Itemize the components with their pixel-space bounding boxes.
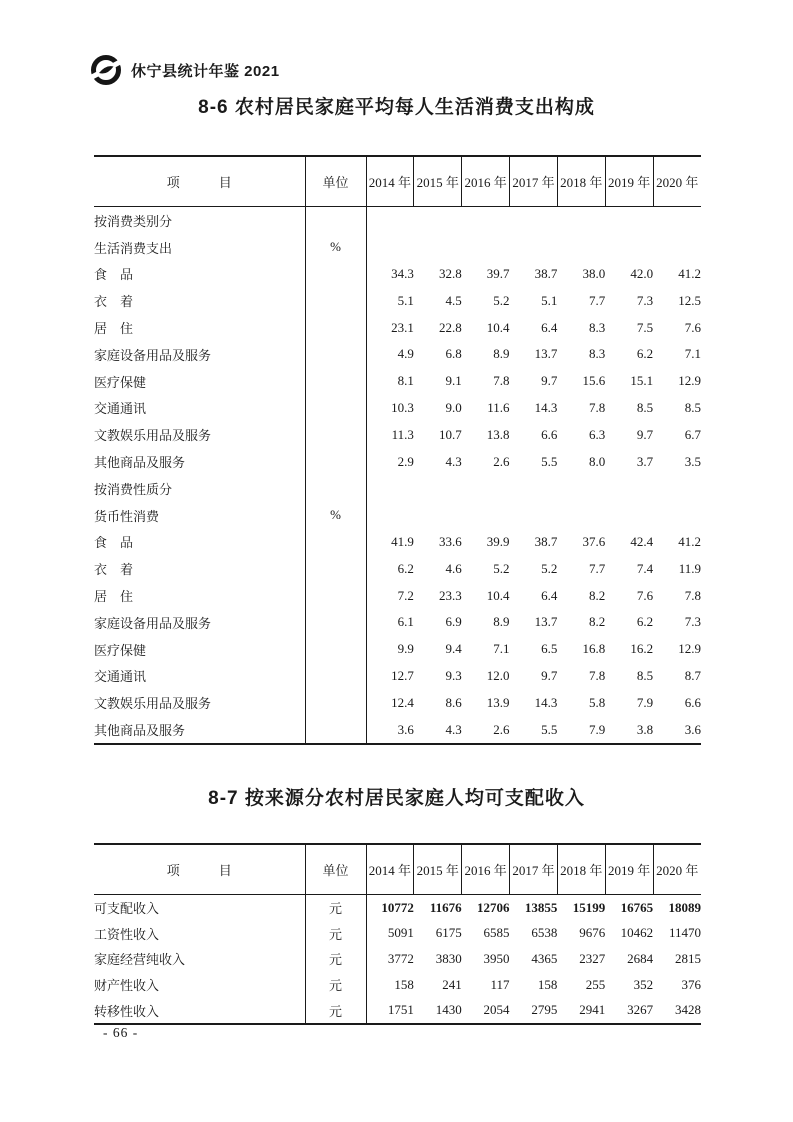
value-cell: 38.7 <box>534 533 558 549</box>
value-cell <box>366 234 414 261</box>
year-column-header: 2014 年 <box>366 844 414 895</box>
value-cell: 8.0 <box>588 453 606 469</box>
value-cell <box>653 502 701 529</box>
year-column-header: 2016 年 <box>462 156 510 207</box>
value-cell: 11676 <box>429 899 462 915</box>
value-cell: 10772 <box>381 899 414 915</box>
value-cell: 15199 <box>572 899 606 915</box>
item-cell: 生活消费支出 <box>94 234 305 261</box>
unit-cell <box>305 341 366 368</box>
year-column-header: 2015 年 <box>414 156 462 207</box>
item-cell: 食 品 <box>94 261 305 288</box>
value-cell: 42.4 <box>630 533 654 549</box>
value-cell: 16765 <box>620 899 654 915</box>
value-cell: 15.1 <box>630 373 654 389</box>
unit-cell <box>305 636 366 663</box>
value-cell: 9.7 <box>541 373 558 389</box>
value-cell: 10.4 <box>486 587 510 603</box>
year-column-header: 2019 年 <box>605 156 653 207</box>
value-cell: 11.6 <box>487 399 510 415</box>
unit-cell: % <box>305 502 366 529</box>
value-cell: 7.3 <box>684 614 701 630</box>
value-cell: 4365 <box>531 950 558 966</box>
item-cell: 衣 着 <box>94 555 305 582</box>
value-cell: 7.3 <box>636 292 654 308</box>
unit-column-header: 单位 <box>305 156 366 207</box>
item-cell: 财产性收入 <box>94 972 305 998</box>
item-cell: 按消费性质分 <box>94 475 305 502</box>
unit-column-header: 单位 <box>305 844 366 895</box>
value-cell: 1430 <box>435 1002 462 1018</box>
value-cell <box>462 234 510 261</box>
unit-cell <box>305 207 366 234</box>
year-column-header: 2017 年 <box>510 844 558 895</box>
item-column-header: 项 目 <box>94 844 305 895</box>
value-cell: 3267 <box>627 1002 654 1018</box>
year-column-header: 2020 年 <box>653 844 701 895</box>
unit-cell <box>305 448 366 475</box>
value-cell: 3428 <box>675 1002 701 1018</box>
item-cell: 文教娱乐用品及服务 <box>94 421 305 448</box>
unit-cell <box>305 475 366 502</box>
value-cell: 6175 <box>435 925 462 941</box>
table-row <box>94 261 701 288</box>
value-cell: 6.2 <box>397 560 414 576</box>
item-cell: 衣 着 <box>94 287 305 314</box>
yearbook-brand <box>90 54 280 86</box>
value-cell: 241 <box>442 976 462 992</box>
value-cell: 7.1 <box>684 346 701 362</box>
value-cell: 8.1 <box>397 373 414 389</box>
value-cell <box>414 502 462 529</box>
table-row <box>94 997 701 1024</box>
value-cell: 12.5 <box>678 292 701 308</box>
table-row <box>94 368 701 395</box>
item-cell: 文教娱乐用品及服务 <box>94 689 305 716</box>
year-column-header: 2018 年 <box>557 844 605 895</box>
item-cell: 医疗保健 <box>94 636 305 663</box>
unit-cell <box>305 609 366 636</box>
table-row <box>94 287 701 314</box>
value-cell: 7.9 <box>588 721 606 737</box>
table-row <box>94 448 701 475</box>
unit-cell <box>305 663 366 690</box>
table-8-7 <box>94 843 701 1025</box>
value-cell <box>557 502 605 529</box>
year-column-header: 2018 年 <box>557 156 605 207</box>
value-cell: 7.2 <box>397 587 414 603</box>
year-column-header: 2017 年 <box>510 156 558 207</box>
value-cell: 7.5 <box>636 319 654 335</box>
value-cell: 3.7 <box>636 453 654 469</box>
value-cell <box>557 475 605 502</box>
value-cell: 2.6 <box>493 453 510 469</box>
value-cell: 5.5 <box>541 453 558 469</box>
value-cell: 10.3 <box>391 399 414 415</box>
value-cell: 8.9 <box>493 614 510 630</box>
value-cell <box>510 207 558 234</box>
value-cell: 39.7 <box>486 265 510 281</box>
value-cell: 34.3 <box>391 265 414 281</box>
item-cell: 其他商品及服务 <box>94 716 305 744</box>
value-cell: 13855 <box>524 899 558 915</box>
unit-cell <box>305 368 366 395</box>
item-cell: 食 品 <box>94 529 305 556</box>
unit-cell: 元 <box>305 895 366 921</box>
value-cell: 352 <box>633 976 654 992</box>
item-cell: 交通通讯 <box>94 395 305 422</box>
table-8-6 <box>94 155 701 745</box>
value-cell: 8.7 <box>684 667 701 683</box>
value-cell <box>653 234 701 261</box>
value-cell: 3830 <box>435 950 462 966</box>
value-cell: 23.3 <box>438 587 462 603</box>
value-cell: 5.8 <box>588 694 606 710</box>
value-cell: 4.3 <box>445 721 462 737</box>
value-cell: 9.1 <box>445 373 462 389</box>
item-cell: 交通通讯 <box>94 663 305 690</box>
value-cell: 8.3 <box>588 346 606 362</box>
value-cell: 2815 <box>675 950 701 966</box>
value-cell: 9.0 <box>445 399 462 415</box>
value-cell: 3772 <box>387 950 414 966</box>
unit-cell <box>305 395 366 422</box>
value-cell: 9676 <box>579 925 606 941</box>
item-cell: 按消费类别分 <box>94 207 305 234</box>
table-row <box>94 663 701 690</box>
item-cell: 医疗保健 <box>94 368 305 395</box>
table-row <box>94 582 701 609</box>
value-cell: 9.3 <box>445 667 462 683</box>
item-cell: 其他商品及服务 <box>94 448 305 475</box>
value-cell: 4.3 <box>445 453 462 469</box>
value-cell <box>462 475 510 502</box>
value-cell: 12.9 <box>678 373 701 389</box>
unit-cell: 元 <box>305 946 366 972</box>
value-cell: 7.6 <box>684 319 701 335</box>
value-cell: 38.7 <box>534 265 558 281</box>
value-cell: 16.2 <box>630 641 654 657</box>
value-cell <box>653 207 701 234</box>
table-row <box>94 946 701 972</box>
value-cell: 255 <box>585 976 606 992</box>
value-cell: 7.8 <box>684 587 701 603</box>
year-column-header: 2019 年 <box>605 844 653 895</box>
unit-cell: 元 <box>305 997 366 1024</box>
value-cell: 5.1 <box>397 292 414 308</box>
item-cell: 转移性收入 <box>94 997 305 1024</box>
value-cell: 41.2 <box>678 265 701 281</box>
value-cell <box>605 502 653 529</box>
item-cell: 家庭设备用品及服务 <box>94 609 305 636</box>
table-8-6-container <box>94 155 701 745</box>
value-cell <box>605 207 653 234</box>
table-row <box>94 475 701 502</box>
item-cell: 家庭设备用品及服务 <box>94 341 305 368</box>
value-cell: 39.9 <box>486 533 510 549</box>
year-column-header: 2016 年 <box>462 844 510 895</box>
value-cell: 5.1 <box>541 292 558 308</box>
value-cell: 37.6 <box>582 533 606 549</box>
page-number: - 66 - <box>103 1025 139 1040</box>
value-cell: 6.9 <box>445 614 462 630</box>
value-cell: 10462 <box>620 925 654 941</box>
value-cell: 6.4 <box>541 319 558 335</box>
value-cell: 12.9 <box>678 641 701 657</box>
value-cell: 5.2 <box>493 292 510 308</box>
unit-cell <box>305 314 366 341</box>
value-cell: 8.2 <box>588 614 606 630</box>
header-row <box>94 156 701 207</box>
value-cell: 9.4 <box>445 641 462 657</box>
unit-cell <box>305 529 366 556</box>
value-cell: 16.8 <box>582 641 606 657</box>
value-cell: 5091 <box>387 925 414 941</box>
value-cell: 6.1 <box>397 614 414 630</box>
item-cell: 家庭经营纯收入 <box>94 946 305 972</box>
value-cell <box>653 475 701 502</box>
value-cell: 6.7 <box>684 426 701 442</box>
table-row <box>94 555 701 582</box>
value-cell: 7.1 <box>493 641 510 657</box>
value-cell: 7.8 <box>588 399 606 415</box>
value-cell: 3.6 <box>397 721 414 737</box>
value-cell: 7.4 <box>636 560 654 576</box>
value-cell: 41.2 <box>678 533 701 549</box>
value-cell: 3.8 <box>636 721 654 737</box>
yearbook-logo-icon <box>90 54 122 86</box>
value-cell <box>510 234 558 261</box>
value-cell <box>462 207 510 234</box>
value-cell: 7.8 <box>588 667 606 683</box>
value-cell: 4.5 <box>445 292 462 308</box>
table-row <box>94 972 701 998</box>
value-cell: 6.2 <box>636 346 654 362</box>
value-cell: 33.6 <box>438 533 462 549</box>
table-row <box>94 895 701 921</box>
table-row <box>94 921 701 947</box>
value-cell: 38.0 <box>582 265 606 281</box>
value-cell: 12.0 <box>486 667 510 683</box>
unit-cell <box>305 555 366 582</box>
value-cell: 2.6 <box>493 721 510 737</box>
table-row <box>94 421 701 448</box>
value-cell: 2795 <box>531 1002 558 1018</box>
value-cell: 376 <box>681 976 701 992</box>
value-cell <box>510 475 558 502</box>
unit-cell: 元 <box>305 972 366 998</box>
value-cell: 13.9 <box>486 694 510 710</box>
value-cell <box>414 207 462 234</box>
value-cell: 10.4 <box>486 319 510 335</box>
table-row <box>94 689 701 716</box>
unit-cell: % <box>305 234 366 261</box>
value-cell <box>366 207 414 234</box>
value-cell: 11.9 <box>678 560 701 576</box>
table-8-7-title: 8-7 按来源分农村居民家庭人均可支配收入 <box>208 788 585 809</box>
table-row <box>94 716 701 744</box>
value-cell <box>605 475 653 502</box>
value-cell: 7.7 <box>588 292 606 308</box>
value-cell <box>605 234 653 261</box>
value-cell: 1751 <box>387 1002 414 1018</box>
value-cell: 2.9 <box>397 453 414 469</box>
value-cell: 6.3 <box>588 426 606 442</box>
value-cell <box>462 502 510 529</box>
year-column-header: 2014 年 <box>366 156 414 207</box>
value-cell: 6.6 <box>541 426 558 442</box>
unit-cell <box>305 689 366 716</box>
table-8-6-title: 8-6 农村居民家庭平均每人生活消费支出构成 <box>198 97 595 118</box>
value-cell: 158 <box>537 976 558 992</box>
table-8-7-container <box>94 843 701 1025</box>
value-cell: 7.9 <box>636 694 654 710</box>
value-cell: 9.9 <box>397 641 414 657</box>
value-cell: 11.3 <box>391 426 414 442</box>
value-cell: 9.7 <box>541 667 558 683</box>
unit-cell <box>305 261 366 288</box>
unit-cell <box>305 421 366 448</box>
value-cell: 13.7 <box>534 614 558 630</box>
table-row <box>94 207 701 234</box>
value-cell: 5.2 <box>493 560 510 576</box>
item-cell: 货币性消费 <box>94 502 305 529</box>
value-cell: 41.9 <box>391 533 414 549</box>
value-cell: 3.5 <box>684 453 701 469</box>
value-cell: 3950 <box>483 950 510 966</box>
value-cell: 10.7 <box>438 426 462 442</box>
value-cell: 13.7 <box>534 346 558 362</box>
value-cell: 8.2 <box>588 587 606 603</box>
header-row <box>94 844 701 895</box>
value-cell: 14.3 <box>534 694 558 710</box>
value-cell: 6.4 <box>541 587 558 603</box>
value-cell: 2054 <box>483 1002 510 1018</box>
year-column-header: 2020 年 <box>653 156 701 207</box>
table-row <box>94 609 701 636</box>
value-cell: 7.8 <box>493 373 510 389</box>
value-cell: 14.3 <box>534 399 558 415</box>
value-cell: 5.2 <box>541 560 558 576</box>
value-cell: 23.1 <box>391 319 414 335</box>
unit-cell: 元 <box>305 921 366 947</box>
item-cell: 工资性收入 <box>94 921 305 947</box>
table-row <box>94 314 701 341</box>
value-cell <box>510 502 558 529</box>
value-cell: 8.3 <box>588 319 606 335</box>
value-cell: 12.4 <box>391 694 414 710</box>
value-cell: 11470 <box>668 925 701 941</box>
value-cell: 8.5 <box>636 399 654 415</box>
value-cell: 7.7 <box>588 560 606 576</box>
value-cell: 8.5 <box>636 667 654 683</box>
value-cell: 4.9 <box>397 346 414 362</box>
item-cell: 居 住 <box>94 314 305 341</box>
table-row <box>94 529 701 556</box>
value-cell <box>557 234 605 261</box>
value-cell <box>414 475 462 502</box>
value-cell: 13.8 <box>486 426 510 442</box>
item-cell: 居 住 <box>94 582 305 609</box>
value-cell: 5.5 <box>541 721 558 737</box>
value-cell: 3.6 <box>684 721 701 737</box>
value-cell: 6.5 <box>541 641 558 657</box>
value-cell <box>366 502 414 529</box>
unit-cell <box>305 287 366 314</box>
value-cell: 42.0 <box>630 265 654 281</box>
value-cell: 6.2 <box>636 614 654 630</box>
brand-text: 休宁县统计年鉴 2021 <box>131 62 280 80</box>
value-cell: 32.8 <box>438 265 462 281</box>
table-row <box>94 395 701 422</box>
unit-cell <box>305 716 366 744</box>
value-cell: 2327 <box>579 950 606 966</box>
value-cell: 8.9 <box>493 346 510 362</box>
value-cell: 18089 <box>668 899 701 915</box>
value-cell: 6.8 <box>445 346 462 362</box>
value-cell: 6.6 <box>684 694 701 710</box>
value-cell: 6538 <box>531 925 558 941</box>
value-cell: 9.7 <box>636 426 654 442</box>
value-cell: 12706 <box>477 899 510 915</box>
value-cell: 22.8 <box>438 319 462 335</box>
value-cell: 8.6 <box>445 694 462 710</box>
value-cell: 4.6 <box>445 560 462 576</box>
table-row <box>94 502 701 529</box>
value-cell <box>557 207 605 234</box>
table-row <box>94 341 701 368</box>
value-cell: 2941 <box>579 1002 606 1018</box>
value-cell <box>366 475 414 502</box>
value-cell: 158 <box>394 976 414 992</box>
value-cell: 117 <box>490 976 510 992</box>
unit-cell <box>305 582 366 609</box>
item-column-header: 项 目 <box>94 156 305 207</box>
value-cell <box>414 234 462 261</box>
table-row <box>94 636 701 663</box>
year-column-header: 2015 年 <box>414 844 462 895</box>
item-cell: 可支配收入 <box>94 895 305 921</box>
value-cell: 7.6 <box>636 587 654 603</box>
value-cell: 6585 <box>483 925 510 941</box>
value-cell: 15.6 <box>582 373 606 389</box>
table-row <box>94 234 701 261</box>
value-cell: 2684 <box>627 950 654 966</box>
value-cell: 8.5 <box>684 399 701 415</box>
value-cell: 12.7 <box>391 667 414 683</box>
